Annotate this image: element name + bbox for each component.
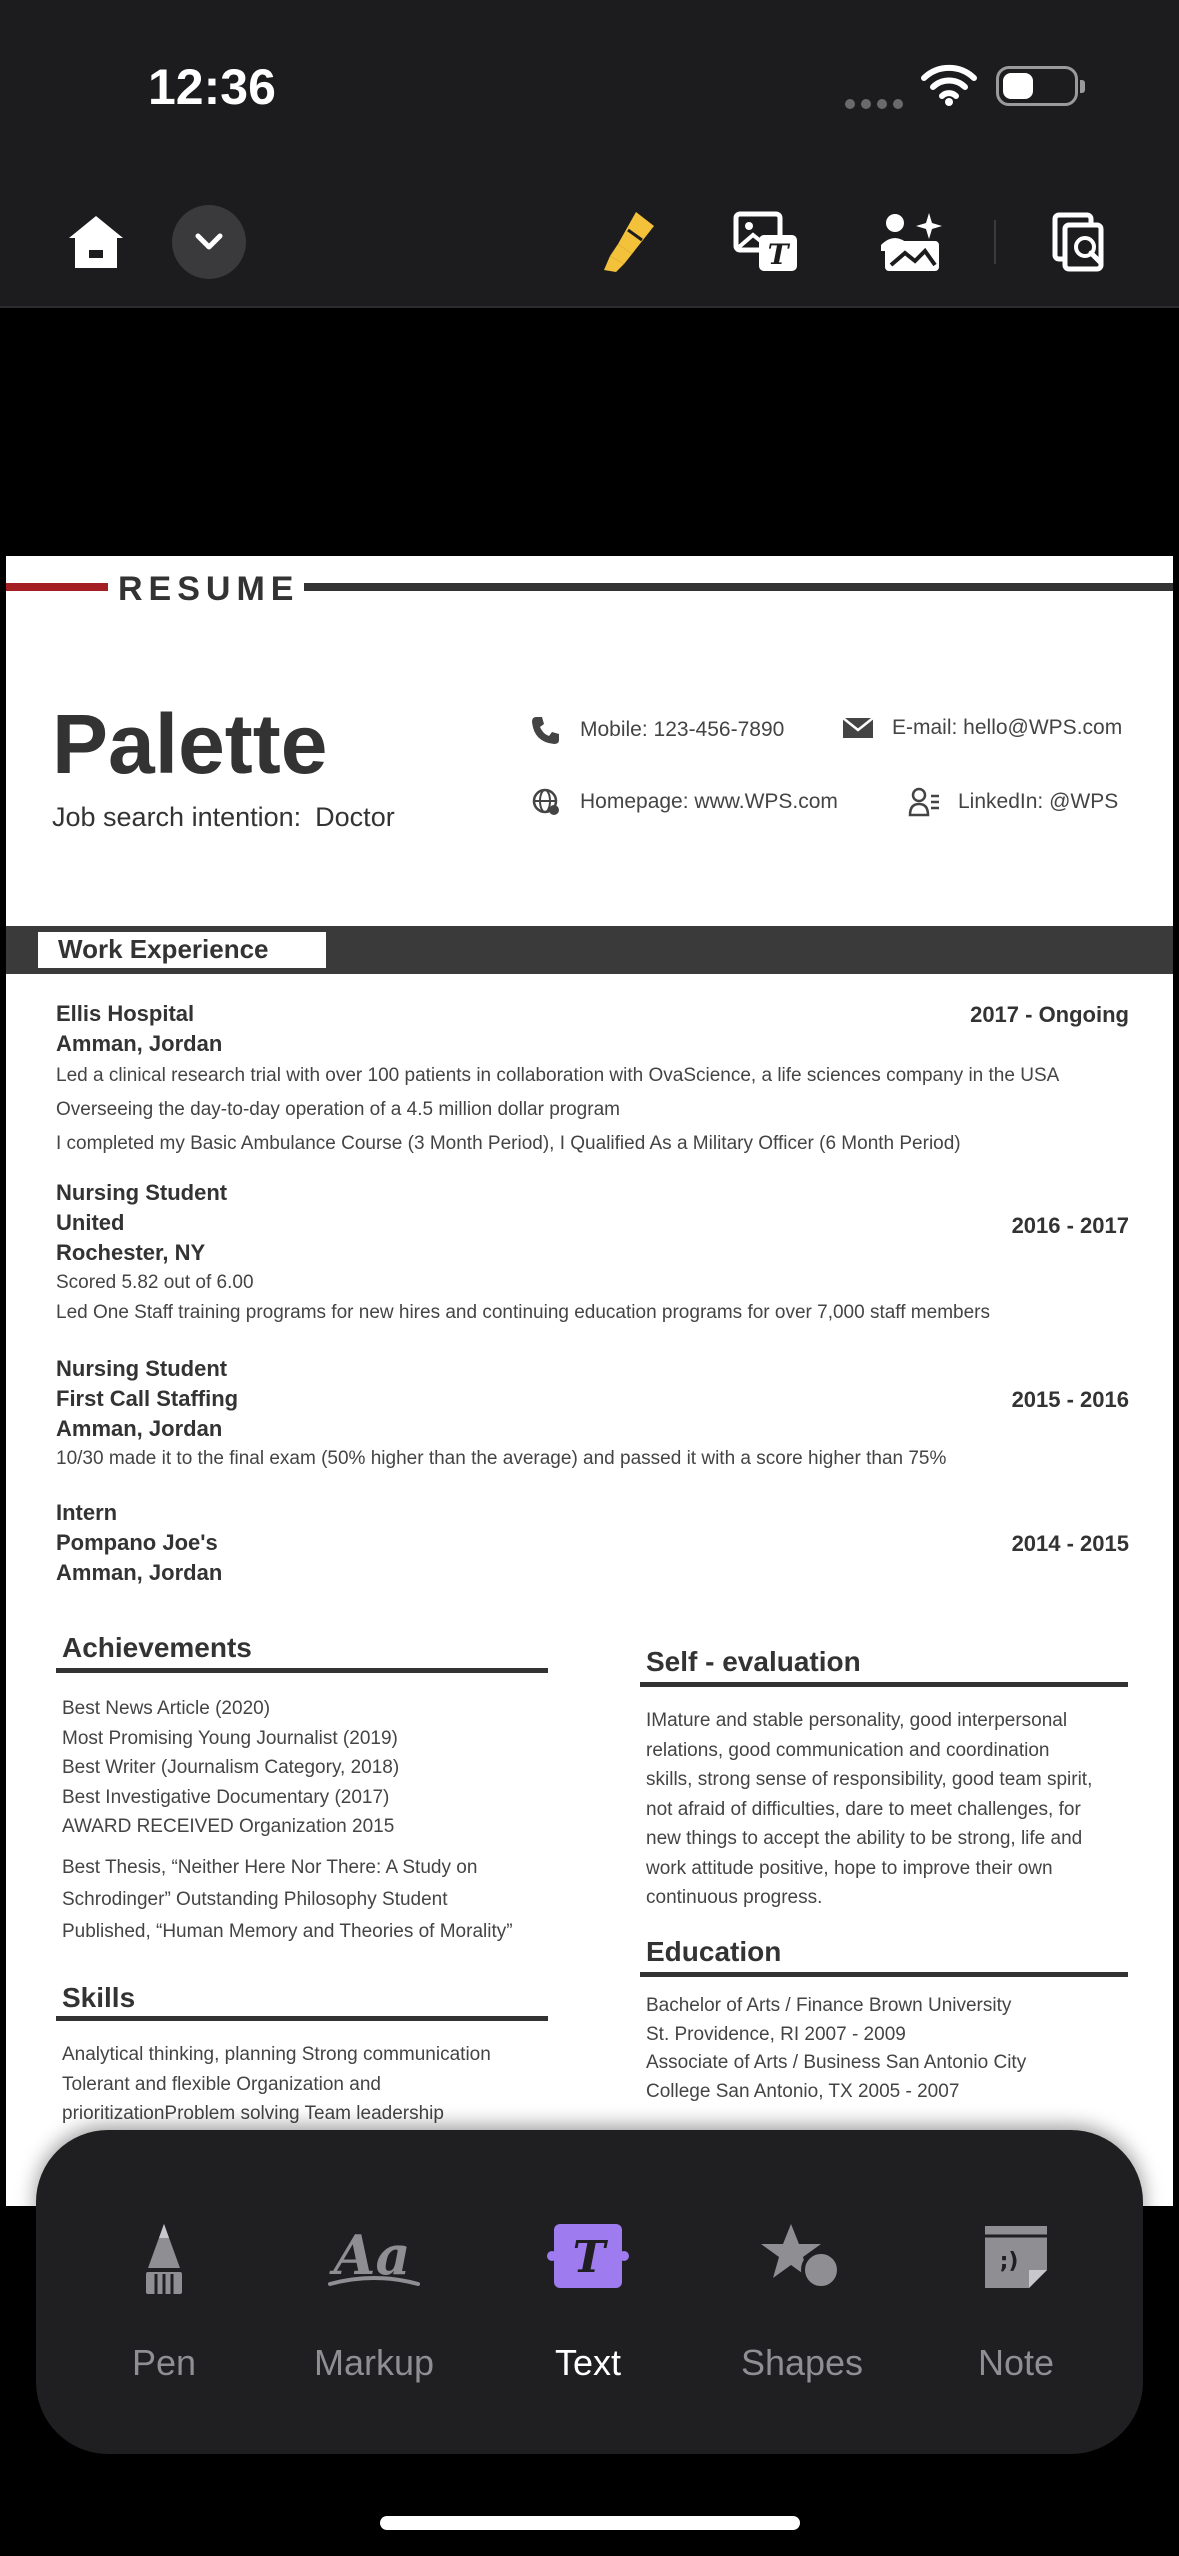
skills-rule: [56, 2016, 548, 2021]
job-date: 2014 - 2015: [1011, 1531, 1129, 1556]
job-location: Amman, Jordan: [56, 1416, 223, 1441]
achievement-item: Best Investigative Documentary (2017): [62, 1786, 390, 1808]
job-date: 2016 - 2017: [1011, 1213, 1129, 1238]
achievement-item: AWARD RECEIVED Organization 2015: [62, 1816, 395, 1837]
contact-homepage-text: Homepage: www.WPS.com: [580, 790, 838, 813]
globe-icon: [530, 786, 562, 818]
resume-header-accent: [6, 583, 108, 591]
tool-shapes[interactable]: [702, 2130, 902, 2454]
candidate-name: Palette: [52, 697, 328, 791]
job-detail: 10/30 made it to the final exam (50% higher than the average) and passed it with a score higher than 75%: [56, 1448, 947, 1469]
top-toolbar: [0, 0, 1179, 308]
job-org: United: [56, 1210, 125, 1235]
self-evaluation-line: work attitude positive, hope to improve their own: [646, 1857, 1053, 1879]
self-evaluation-line: new things to accept the ability to be strong, life and: [646, 1828, 1083, 1849]
ai-image-icon: [879, 211, 945, 273]
education-line: Bachelor of Arts / Finance Brown University: [646, 1995, 1012, 2016]
wifi-icon: [920, 62, 978, 106]
achievement-item: Most Promising Young Journalist (2019): [62, 1727, 398, 1749]
highlighter-icon: [598, 208, 658, 276]
tool-note[interactable]: [916, 2130, 1116, 2454]
contact-email-text: E-mail: hello@WPS.com: [892, 716, 1123, 739]
contact-mobile: [530, 714, 784, 746]
svg-text:T: T: [572, 2232, 606, 2283]
home-indicator[interactable]: [380, 2516, 800, 2530]
job-detail: Led One Staff training programs for new hires and continuing education programs for over 7,000 staff members: [56, 1302, 990, 1323]
contact-homepage: [530, 786, 838, 818]
tool-text[interactable]: [488, 2130, 688, 2454]
skill-item: Analytical thinking, planning Strong communication: [62, 2044, 491, 2065]
job-intention-label: Job search intention:: [52, 802, 302, 832]
contact-linkedin: [908, 786, 1118, 818]
tool-label: Markup: [313, 2342, 435, 2383]
image-to-text-icon: [733, 211, 799, 273]
job-intention: [52, 802, 395, 833]
job-entry: [56, 1178, 1131, 1328]
job-entry: [56, 1354, 1131, 1474]
user-profile-icon: [908, 786, 940, 818]
self-evaluation-line: skills, strong sense of responsibility, good team spirit,: [646, 1769, 1093, 1790]
job-location: Rochester, NY: [56, 1240, 206, 1265]
job-entry: [56, 1498, 1131, 1588]
job-org: Ellis Hospital: [56, 1001, 195, 1026]
self-evaluation-line: continuous progress.: [646, 1887, 823, 1908]
svg-text:;): ;): [999, 2249, 1019, 2274]
self-evaluation-line: relations, good communication and coordination: [646, 1739, 1050, 1761]
self-evaluation-title: Self - evaluation: [646, 1646, 861, 1677]
achievements-extra: [62, 1852, 513, 1948]
chevron-down-icon: [194, 232, 224, 252]
contact-linkedin-text: LinkedIn: @WPS: [958, 790, 1119, 813]
job-detail: Led a clinical research trial with over 100 patients in collaboration with OvaScience, a life sciences company in the USA: [56, 1065, 1060, 1086]
find-in-document-button[interactable]: [1042, 204, 1122, 280]
phone-icon: [530, 714, 562, 746]
home-button[interactable]: [60, 206, 132, 278]
job-detail: I completed my Basic Ambulance Course (3 Month Period), I Qualified As a Military Officer (6 Month Period): [56, 1133, 961, 1154]
achievements-rule: [56, 1668, 548, 1673]
status-time: 12:36: [148, 59, 276, 115]
achievements-title: Achievements: [62, 1632, 252, 1663]
education-title: Education: [646, 1936, 782, 1967]
self-evaluation-line: not afraid of difficulties, dare to meet challenges, for: [646, 1798, 1081, 1820]
education-line: College San Antonio, TX 2005 - 2007: [646, 2080, 960, 2102]
skill-item: prioritizationProblem solving Team leadership: [62, 2103, 444, 2124]
markup-icon: [324, 2222, 424, 2292]
text-box-icon: [546, 2222, 630, 2290]
job-date: 2015 - 2016: [1011, 1387, 1129, 1412]
contact-mobile-text: Mobile: 123-456-7890: [580, 718, 785, 741]
note-icon: [981, 2222, 1051, 2292]
self-evaluation-line: IMature and stable personality, good interpersonal: [646, 1710, 1068, 1731]
tool-label: Pen: [131, 2342, 197, 2383]
job-title: Nursing Student: [56, 1180, 228, 1205]
pen-icon: [140, 2222, 188, 2298]
achievement-item: Best Writer (Journalism Category, 2018): [62, 1757, 400, 1778]
toolbar-divider: [994, 220, 996, 264]
home-icon: [65, 212, 127, 272]
self-evaluation-text: [646, 1706, 1092, 1913]
education-line: St. Providence, RI 2007 - 2009: [646, 2023, 906, 2045]
svg-text:T: T: [767, 238, 789, 271]
battery-icon: [996, 66, 1078, 106]
job-location: Amman, Jordan: [56, 1560, 223, 1585]
tool-label: Note: [977, 2342, 1055, 2383]
job-org: Pompano Joe's: [56, 1530, 218, 1555]
achievement-item: Best News Article (2020): [62, 1698, 271, 1719]
shapes-icon: [759, 2222, 845, 2292]
self-evaluation-rule: [640, 1682, 1128, 1687]
skills-list: [62, 2040, 491, 2129]
education-line: Associate of Arts / Business San Antonio City: [646, 2052, 1027, 2073]
ai-image-button[interactable]: [872, 204, 952, 280]
job-intention-value: Doctor: [315, 802, 395, 832]
svg-text:Aa: Aa: [333, 2223, 411, 2287]
job-location: Amman, Jordan: [56, 1031, 223, 1056]
annotation-tools-panel: [36, 2130, 1143, 2454]
job-detail: Overseeing the day-to-day operation of a 4.5 million dollar program: [56, 1099, 620, 1120]
resume-heading: RESUME: [118, 570, 300, 608]
envelope-icon: [842, 714, 874, 742]
skills-title: Skills: [62, 1982, 136, 2013]
job-date: 2017 - Ongoing: [970, 1002, 1129, 1027]
achievement-item: Schrodinger” Outstanding Philosophy Student: [62, 1889, 448, 1910]
image-to-text-button[interactable]: [726, 204, 806, 280]
tool-label: Shapes: [740, 2342, 864, 2383]
achievement-item: Best Thesis, “Neither Here Nor There: A Study on: [62, 1857, 478, 1878]
job-title: Intern: [56, 1500, 118, 1525]
job-detail: Scored 5.82 out of 6.00: [56, 1272, 254, 1293]
education-list: [646, 1992, 1026, 2106]
tool-markup[interactable]: [274, 2130, 474, 2454]
achievement-item: Published, “Human Memory and Theories of Morality”: [62, 1921, 513, 1942]
document-page[interactable]: [6, 556, 1173, 2206]
tool-pen[interactable]: [64, 2130, 264, 2454]
search-pages-icon: [1051, 211, 1113, 273]
resume-header-line: [304, 583, 1173, 591]
education-rule: [640, 1972, 1128, 1977]
achievements-list: [62, 1694, 399, 1842]
work-experience-title: Work Experience: [38, 932, 326, 968]
contact-email: [842, 714, 1122, 742]
job-title: Nursing Student: [56, 1356, 228, 1381]
highlighter-button[interactable]: [590, 204, 666, 280]
document-menu-button[interactable]: [172, 205, 246, 279]
job-org: First Call Staffing: [56, 1386, 239, 1411]
skill-item: Tolerant and flexible Organization and: [62, 2073, 381, 2095]
cellular-signal-icon: [845, 96, 909, 114]
tool-label: Text: [554, 2342, 622, 2383]
